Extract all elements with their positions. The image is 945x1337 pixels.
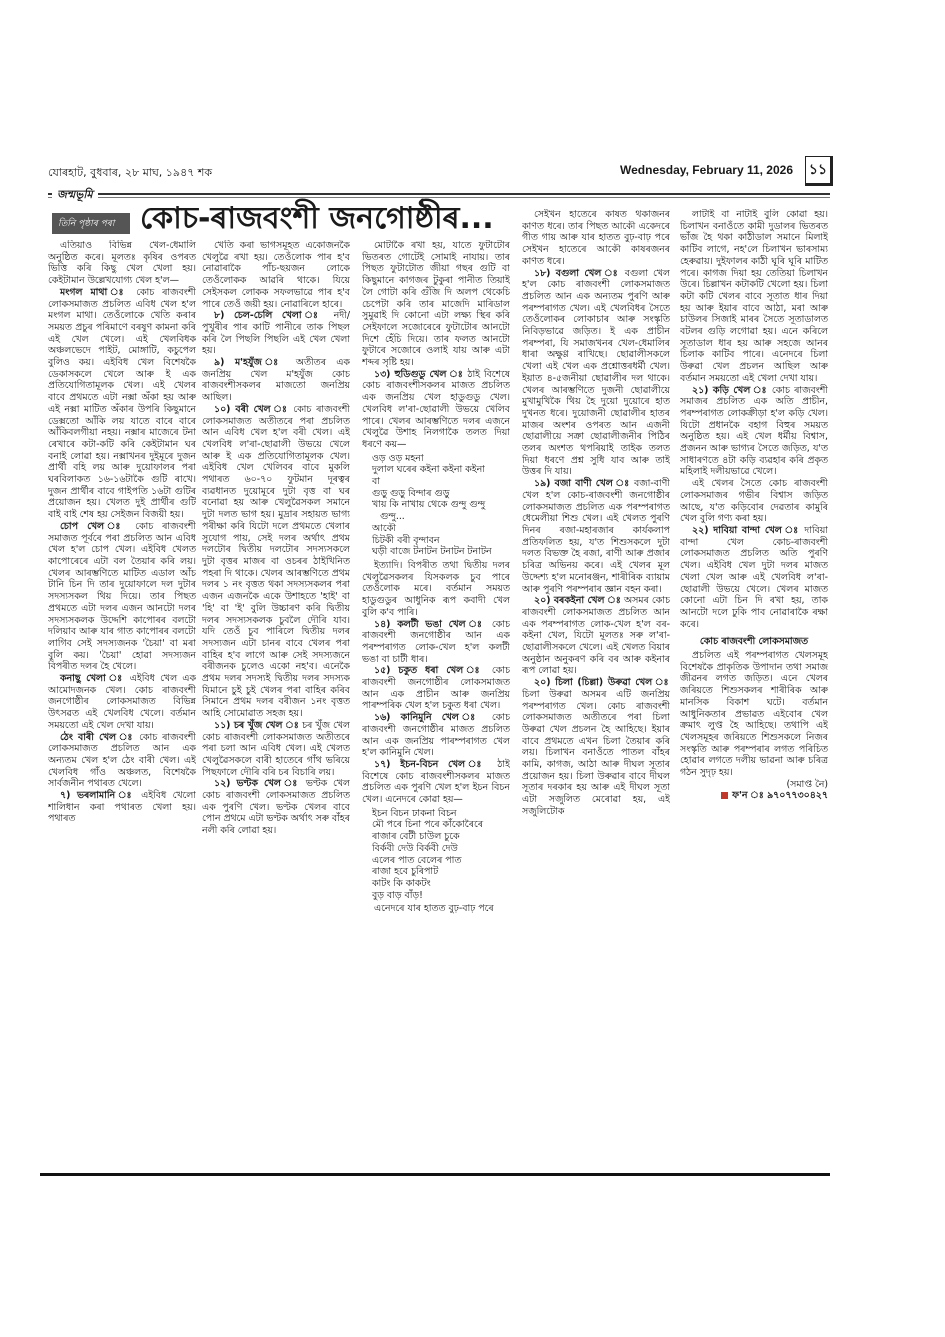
article-paragraph — [202, 240, 350, 310]
article-paragraph — [362, 369, 510, 451]
verse-line: ওড় ওড় মহনা — [372, 452, 424, 464]
article-paragraph — [48, 287, 196, 521]
article-paragraph — [522, 209, 670, 268]
article-paragraph — [522, 478, 670, 595]
verse-line: কাটং কি কাকটং — [372, 877, 431, 889]
masthead-rule — [48, 197, 830, 198]
article-paragraph — [680, 478, 828, 525]
paragraph-text: কোচ ৰাজবংশী জনগোষ্ঠীৰ লোকসমাজত আন এক প্ৰাচীন আৰু জনপ্ৰিয় পাৰম্পৰিক খেল হ'ল চকুত ধৰা খেল। — [362, 665, 510, 712]
verse-line: ৰাজাৰ বেটী চাউল চুকে — [372, 831, 460, 843]
article-headline: কোচ-ৰাজবংশী জনগোষ্ঠীৰ... — [140, 201, 494, 236]
article-paragraph — [522, 595, 670, 677]
article-paragraph — [680, 385, 828, 479]
paragraph-lead: ১৪) কলটী ভঙা খেল ঃ — [374, 618, 486, 630]
article-paragraph — [48, 790, 196, 825]
verse-block — [372, 808, 510, 902]
verse-line: মৌ পৰে চিনা পৰে কাঁকোৰৈৰে — [372, 819, 484, 831]
paragraph-lead: ৯) ম'হযুঁজ ঃ — [214, 357, 286, 369]
verse-line: ইচন বিচন ঢাকনা বিচন — [372, 807, 457, 819]
bottom-rule — [40, 1173, 830, 1176]
paragraph-lead: ১৯) বজা বাণী খেল ঃ — [534, 478, 631, 490]
paragraph-lead: ১৭) ইচন-বিচন খেল ঃ — [374, 758, 488, 770]
paragraph-text: ইত্যাদি। বিপৰীত তথা দ্বিতীয় দলৰ খেলুৱৈসকলৰ যিসকলক চুব পাৰে তেওঁলোক মৰে। বৰ্তমান সময়ত হাডুগুডুৰ আধুনিক ৰূপ কবাদী খেল বুলি ক'ব পাৰি। — [362, 559, 510, 618]
verse-line: বিৰ্কবী দেউ বিৰ্কবী দেউ — [372, 842, 458, 854]
article-paragraph — [202, 720, 350, 779]
paragraph-text: সেইখন হাতেৰে কাষত থকাজনৰ কাণত ধৰে। তাৰ পিছত আকৌ একেদৰে গীত গায় আৰু যাৰ হাতত বুঢ়-বাঢ় পৰে সেইখন হাতেৰে আকৌ কাষৰজনৰ কাণত ধৰে। — [522, 209, 670, 267]
article-column-1 — [48, 240, 196, 1171]
verse-line: আকৌ — [372, 522, 396, 534]
paragraph-text: নদী/ পুখুৰীৰ পাৰ কাটি পানীৰে তাক পিছল কৰি লৈ পিছলি পিছলি এই খেল খেলা হয়। — [202, 310, 350, 357]
verse-line: বা — [372, 476, 380, 488]
paragraph-lead: কনাছু খেলা ঃ — [60, 673, 125, 685]
paragraph-text: খেতি কৰা ভাগসমূহত একোজনকৈ খেলুৱৈ ৰখা হয়। তেওঁলোক পাৰ হ'ব নোৱাৰাকৈ পাঁচ-ছয়জন লোকে তেওঁলোকক আৱৰি থাকে। যিয়ে সেইসকল লোকক সফলভাৱে পাৰ হ'ব পাৰে তেওঁ জয়ী হয়। নোৱাৰিলে হাৰে। — [202, 240, 350, 310]
paragraph-text: লাটাই বা নাটাই বুলি কোৱা হয়। চিলাখন বনাওঁতে কামী দুডালৰ ভিতৰত ভাঁজ হৈ থকা কাঠীডাল সমানে মিলাই কাটিব লাগে, নহ'লে চিলাখন ভাৰসাম্য হেৰুৱায়। দুইফালৰ কাঠী ঘূৰি ঘূৰি মাটিত পৰে। কাগজ দিয়া হয় তেতিয়া চিলাখন উৰে। চিল্লাখন কটাকটি খেলো হয়। চিলা কটা কটি খেলৰ বাবে সূতাত ধাৰ দিয়া হয় আৰু ইয়াৰ বাবে আঠা, মৰা আৰু চাউলৰ সিজাই মাৰৰ সৈতে সূতাডালত বটলৰ গুড়ি লগোৱা হয়। এনে কৰিলে সূতাডাল ধাৰ হয় আৰু সহজে আনৰ চিলাক কাটিব পাৰে। এনেদৰে চিলা উৰুৱা খেল প্ৰচলন আছিল আৰু বৰ্তমান সময়তো এই খেলা দেখা যায়। — [680, 209, 828, 384]
verse-line: গুড়ু গুড়ু বিন্দাৰ গুড়ু — [372, 487, 450, 499]
paragraph-text: এনেদৰে যাৰ হাতত বুঢ়-বাঢ় পৰে — [374, 903, 494, 915]
section-masthead — [48, 188, 830, 202]
article-paragraph — [202, 778, 350, 837]
paragraph-text: কোচ ৰাজবংশী জনগোষ্ঠীৰ মাজত প্ৰচলিত আন এক জনপ্ৰিয় পাৰম্পৰাগত খেল হ'ল কানিমুনি খেল। — [362, 712, 510, 759]
paragraph-text: অতীতৰ এক জনপ্ৰিয় খেল ম'হযুঁজ কোচ ৰাজবংশীসকলৰ মাজতো জনপ্ৰিয় আছিল। — [202, 357, 350, 404]
subheading: কোচ ৰাজবংশী লোকসমাজত — [699, 636, 809, 648]
article-paragraph — [362, 619, 510, 666]
paragraph-text: ঠাই বিশেষে কোচ ৰাজবংশীসকলৰ মাজত প্ৰচলিত এক জনপ্ৰিয় খেল হাডুগুডু খেল। খেলবিধ ল'ৰা-ছোৱালী উভয়ে খেলিব পাৰে। খেলৰ আৰম্ভণিতে দলৰ এজনে খেলুৱৈ উশাহ নিলগাকৈ তলত দিয়া ধৰণে কয়— — [362, 368, 510, 450]
verse-line: এলেৰ পাত বেলেৰ পাত — [372, 854, 462, 866]
verse-line: চিটকী বৰী বৃন্দাবন — [372, 534, 440, 546]
masthead-rule — [48, 193, 830, 195]
article-paragraph — [362, 903, 510, 915]
paragraph-text: কোচ ৰাজবংশী জনগোষ্ঠীৰ আন এক পৰম্পৰাগত লোক-খেল হ'ল কলটী ভঙা বা চাটী ধাৰ। — [362, 618, 510, 665]
paragraph-lead: মংগল মাথা ঃ — [60, 286, 129, 298]
paragraph-lead: ১২) ভণ্টক খেল ঃ — [214, 778, 301, 790]
paragraph-text: এইবিধ খেলো শালিধান কৰা পথাৰত খেলা হয়। পথাৰত — [48, 790, 196, 825]
paragraph-text: কোচ ৰাজবংশী সমাজৰ প্ৰচলিত এক অতি প্ৰাচীন, পৰম্পৰাগত লোকক্ৰীড়া হ'ল কড়ি খেল। যিটো প্ৰধানকৈ বহাগ বিহুৰ সময়ত অনুষ্ঠিত হয়। এই খেল ধৰ্মীয় বিশ্বাস, প্ৰজনন আৰু ভাগ্যৰ সৈতে জড়িত, য'ত সাধাৰণতে ৪টা কড়ি ব্যৱহাৰ কৰি প্ৰকৃত মহিলাই দলীয়ভাৱে খেলে। — [680, 384, 828, 478]
date-local: যোৰহাট, বুধবাৰ, ২৮ মাঘ, ১৯৪৭ শক — [48, 166, 213, 179]
paragraph-lead: ২১) কড়ি খেল ঃ — [692, 384, 768, 396]
article-paragraph — [362, 665, 510, 712]
article-column-5 — [680, 209, 828, 1171]
paragraph-text: এতিয়াও বিভিন্ন খেল-ধেমালি অনুষ্ঠিত কৰে। মূলতঃ কৃষিৰ ওপৰত ভিত্তি কৰি কিছু খেল খেলা হয়। কেইটামান উল্লেখযোগ্য খেল হ'ল— — [48, 240, 196, 287]
article-column-4 — [522, 209, 670, 1171]
phone-text: ফ'ন ঃ ৯৭০৭৭৩০৪২৭ — [732, 790, 828, 802]
paragraph-text: চৰ খুঁজ খেল কোচ ৰাজবংশী লোকসমাজত অতীতৰে পৰা চলা আন এবিধ খেল। এই খেলত খেলুৱৈসকলে বাৰী হাতেৰে গাঁথ ভৰিয়ে পিছফালে দৌৰি বৰি চৰ বিচাৰি লয়। — [202, 719, 350, 778]
verse-line: খায় কি নাখায় থেকে গুন্দু গুন্দু গুন্দু... — [372, 499, 486, 523]
article-paragraph — [202, 310, 350, 357]
paragraph-lead: ২০) বৰকইনা খেল ঃ — [534, 595, 621, 607]
paragraph-text: প্ৰচলিত এই পৰম্পৰাগত খেলসমূহ বিশেষকৈ প্ৰাকৃতিক উপাদান তথা সমাজ জীৱনৰ লগত জড়িত। এনে খেলৰ জৰিয়তে শিশুসকলৰ শাৰীৰিক আৰু মানসিক বিকাশ ঘটে। বৰ্তমান আধুনিকতাৰ প্ৰভাৱত এইবোৰ খেল ক্ৰমাৎ লুপ্ত হৈ আহিছে। তথাপি এই খেলসমূহৰ জৰিয়তে শিশুসকলে নিজৰ সংস্কৃতি আৰু পৰম্পৰাৰ লগত পৰিচিত হোৱাৰ লগতে দলীয় ভাৱনা আৰু চৰিত্ৰ গঠন সুদৃঢ় হয়। — [680, 650, 828, 779]
square-bullet-icon — [721, 792, 728, 799]
paragraph-lead: ৭) ভৰলামানি ঃ — [60, 790, 135, 802]
paragraph-text: কোচ ৰাজবংশী লোকসমাজত প্ৰচলিত আন এক অন্যতম খেল হ'ল ঠেং বাৰী খেল। এই খেলবিধ গাঁও অঞ্চলত, বিশেষকৈ সাৰ্বজনীন পথাৰত খেলে। — [48, 731, 196, 790]
page-number: ১১ — [805, 156, 833, 186]
paragraph-lead: ৮) চেল-চেলি খেলা ঃ — [214, 310, 325, 322]
paragraph-lead: ১১) চৰ খুঁজ খেল ঃ — [214, 719, 299, 731]
article-paragraph — [48, 732, 196, 791]
paragraph-lead: ১৫) চকুত ধৰা খেল ঃ — [374, 665, 485, 677]
article-paragraph — [362, 759, 510, 806]
verse-line: বুড় বাড় বাঁড়! — [372, 889, 423, 901]
paragraph-text: বগুলা খেল হ'ল কোচ ৰাজবংশী লোকসমাজত প্ৰচলিত আন এক অন্যতম পুৰণি আৰু পৰম্পৰাগত খেল। এই খেলবিধৰ সৈতে তেওঁলোকৰ লোকাচাৰ আৰু সংস্কৃতি নিবিড়ভাৱে জড়িত। ই এক প্ৰাচীন পৰম্পৰা, যি সমাজখনৰ খেল-ধেমালিৰ ধাৰা অক্ষুণ্ণ ৰাখিছে। ছোৱালীসকলে খেলা এই খেল এক প্ৰশ্নোত্তৰধৰ্মী খেল। ইয়াত ৪-৫জনীয়া ছোৱালীৰ দল থাকে। খেলৰ আৰম্ভণিতে দুজনী ছোৱালীয়ে মুখামুখিকৈ থিয় হৈ দুয়ো দুয়োৰে হাত দুখনত ধৰে। দুয়োজনী ছোৱালীৰ হাতৰ মাজৰ অংশৰ ওপৰত আন এজনী ছোৱালীয়ে সক্ৰা ছোৱালীজনীৰ পিঠিৰ তলৰ অংশত থপৰিয়াই তাইক তলত দিয়া ধৰণে প্ৰশ্ন সুধি যাব আৰু তাই উত্তৰ দি যায়। — [522, 267, 670, 478]
article-paragraph — [362, 712, 510, 759]
verse-block — [372, 453, 510, 558]
verse-line: ঘড়ী বাজে টনাটন টনাটন টনাটন — [372, 546, 492, 558]
article-paragraph — [680, 209, 828, 385]
article-paragraph — [522, 268, 670, 479]
author-phone — [680, 790, 828, 802]
paragraph-lead: ১০) বৰী খেল ঃ — [214, 403, 289, 415]
article-paragraph — [48, 240, 196, 287]
author-signoff: (সমাপ্ত নৈ) — [786, 778, 828, 790]
verse-line: দুলাল ঘৰেৰ কইনা কইনা কইনা — [372, 464, 485, 476]
article-column-3 — [362, 240, 510, 1171]
paragraph-text: বজা-বাণী খেল হ'ল কোচ-ৰাজবংশী জনগোষ্ঠীৰ লোকসমাজত প্ৰচলিত এক পৰম্পৰাগত ধেমেলীয়া শিশু খেল। এই খেলত পুৰণি দিনৰ ৰজা-মহাৰজাৰ কাৰ্যকলাপ প্ৰতিফলিত হয়, য'ত শিশুসকলে দুটা দলত বিভক্ত হৈ ৰজা, ৰাণী আৰু প্ৰজাৰ চৰিত্ৰ অভিনয় কৰে। এই খেলৰ মূল উদ্দেশ্য হ'ল মনোৰঞ্জন, শাৰীৰিক ব্যায়াম আৰু পুৰণি পৰম্পৰাৰ জ্ঞান বহন কৰা। — [522, 478, 670, 595]
article-paragraph — [522, 677, 670, 817]
paragraph-text: দাবিয়া বান্দা খেল কোচ-ৰাজবংশী লোকসমাজত প্ৰচলিত অতি পুৰণি খেল। এইবিধ খেল দুটা দলৰ মাজত খেলা খেল আৰু এই খেলবিধ ল'ৰা-ছোৱালী উভয়ে খেলে। খেলৰ মাজত কোনো এটা চিন দি ৰখা হয়, তাক আনটো দলে ঢুকি পাব নোৱাৰাকৈ ৰক্ষা কৰে। — [680, 524, 828, 630]
article-paragraph — [48, 673, 196, 732]
paragraph-text: মোটাকৈ ৰখা হয়, যাতে ফুটাটোৰ ভিতৰত গোটেই সোমাই নাযায়। তাৰ পিছত ফুটাটোত জীয়া গছৰ গুটি বা কিছুমানে কাগজৰ টুকুৰা পানীত তিয়াই লৈ গোটা কৰি গুঁজি দি অলপ থেকেচি চেপেটা কৰি তাৰ মাজেদি মাৰিডাল সুমুৱাই দি কোনো এটা লক্ষ্য স্থিৰ কৰি সেইফালে সজোৰেৰে ফুটাটোৰ আনটো দিশে হেঁচি দিয়ে। তাৰ ফলত আনটো ফুটাৰে সজোৰে ওলাই যায় আৰু এটা শব্দৰ সৃষ্টি হয়। — [362, 240, 510, 369]
paragraph-text: কোচ ৰাজবংশী লোকসমাজত প্ৰচলিত এবিধ খেল হ'ল মংগল মাথা। তেওঁলোকে খেতি কৰাৰ সময়ত প্ৰচুৰ পৰিমাণে বৰষুণ কামনা কৰি এই খেল খেলে। এই খেলবিধক অঞ্চলভেদে পাইট, মোঙ্গাটি, কচুপেল বুলিও কয়। এইবিধ খেল বিশেষকৈ ডেকাসকলে খেলে আৰু ই এক প্ৰতিযোগিতামূলক খেল। এই খেলৰ বাবে প্ৰথমতে এটা নক্সা অঁকা হয় আৰু এই নক্সা মাটিত অঁকাৰ উপৰি কিছুমানে ডেক্সতো আঁকি লয় যাতে বাৰে বাৰে আঁকিবলগীয়া নহয়। নক্সাৰ মাজেৰে টনা ৰেখাৰে কটা-কটি কৰি কেইটামান ঘৰ বনাই লোৱা হয়। নক্সাখনৰ দুইমূৰে দুজন প্ৰাৰ্থী বহি লয় আৰু দুয়োফালৰ পৰা ঘৰবিলাকত ১৬-১৬টাকৈ গুটি ৰাখে। দুজন প্ৰাৰ্থীৰ বাবে গাইপতি ১৬টা গুটিৰ প্ৰয়োজন হয়। খেলত দুই প্ৰাৰ্থীৰ গুটি বাই বাই শেষ হয় সেইজন বিজয়ী হয়। — [48, 286, 196, 521]
section-logo: জন্মভূমি — [52, 186, 98, 205]
paragraph-text: কোচ ৰাজবংশী লোকসমাজত অতীতৰে পৰা প্ৰচলিত আন এবিধ খেল হ'ল বৰী খেল। এই খেলবিধ ল'ৰা-ছোৱালী উভয়ে খেলে আৰু ই এক প্ৰতিযোগিতামূলক খেল। এইবিধ খেল খেলিবৰ বাবে মুকলি পথাৰত ৬০-৭০ ফুটমান দূৰত্বৰ ব্যৱধানত দুয়োমূৰে দুটা বৃত্ত বা ঘৰ বনোৱা হয় আৰু খেলুৱৈসকল সমানে দুটা দলত ভাগ হয়। মুদ্ৰাৰ সহায়ত ভাগ্য পৰীক্ষা কৰি যিটো দলে প্ৰথমতে খেলাৰ সুযোগ পায়, সেই দলৰ অৰ্থাৎ প্ৰথম দলটোৰ দ্বিতীয় দলটোৰ সদস্যসকলে দুটা বৃত্তৰ মাজৰ বা ওচৰৰ ঠাইখিনিত পহৰা দি থাকে। খেলৰ আৰম্ভণিতে প্ৰথম দলৰ ১ নং বৃত্তত থকা সদস্যসকলৰ পৰা এজন এজনকৈ একে উশাহতে 'হাই' বা 'হি' বা 'ই' বুলি উচ্চাৰণ কৰি দ্বিতীয় দলৰ সদস্যসকলক চুবলৈ দৌৰি যাব। যদি তেওঁ চুব পাৰিলে দ্বিতীয় দলৰ সদস্যজন এটা চানৰ বাবে খেলৰ পৰা বাহিৰ হ'ব লাগে আৰু সেই সদস্যজনে বৰীজনক চুলেও একো নহ'ব। এনেকৈ প্ৰথম দলৰ সদস্যই দ্বিতীয় দলৰ সদস্যক যিমানে চুই চুই খেলৰ পৰা বাহিৰ কৰিব সিমানে প্ৰথম দলৰ বৰীজন ১নং বৃত্তত আহি সোমোৱাত সহজ হয়। — [202, 403, 350, 720]
headline-container — [140, 202, 510, 236]
paragraph-text: ভণ্টক খেল কোচ ৰাজবংশী লোকসমাজত প্ৰচলিত এক পুৰণি খেল। ভণ্টক খেলৰ বাবে পোন প্ৰথমে এটা ভণ্টক অৰ্থাৎ সৰু বাঁহৰ নলী কৰি লোৱা হয়। — [202, 778, 350, 837]
verse-line: ৰাজা হবে চুৰিপাট — [372, 866, 439, 878]
paragraph-lead: চোপ খেল ঃ — [60, 520, 127, 532]
paragraph-text: কোচ ৰাজবংশী সমাজত পূৰ্বৰে পৰা প্ৰচলিত আন এবিধ খেল হ'ল চোপ খেল। এইবিধ খেলত কাপোৰেৰে এটা বল তৈয়াৰ কৰি লয়। খেলৰ আৰম্ভণিতে মাটিত এডাল আঁচ টানি চিন দি তাৰ দুয়োফালে দল দুটাৰ সদস্যসকল থিয় দিয়ে। তাৰ পিছত প্ৰথমতে এটা দলৰ এজন আনটো দলৰ সদস্যসকলক উদ্দেশি কাপোৰৰ বলটো দলিয়াব আৰু যাৰ গাত কাপোৰৰ বলটো লাগিব সেই সদস্যজনক 'চৈয়া' বা মৰা বুলি কয়। 'চৈয়া' হোৱা সদস্যজন বিপৰীত দলৰ হৈ খেলে। — [48, 520, 196, 673]
date-english: Wednesday, February 11, 2026 — [620, 163, 793, 177]
paragraph-lead: ঠেং বাৰী খেল ঃ — [60, 731, 135, 743]
article-paragraph — [202, 357, 350, 404]
paragraph-lead: ১৬) কানিমুনি খেল ঃ — [374, 712, 482, 724]
paragraph-text: অসমৰ কোচ ৰাজবংশী লোকসমাজত প্ৰচলিত আন এক পৰম্পৰাগত লোক-খেল হ'ল বৰ-কইনা খেল, যিটো মূলতঃ সৰু ল'ৰা-ছোৱালীসকলে খেলে। এই খেলত বিয়াৰ অনুষ্ঠান অনুকৰণ কৰি বৰ আৰু কইনাৰ ৰূপ লোৱা হয়। — [522, 595, 670, 677]
paragraph-lead: ২০) চিলা (চিল্লা) উৰুৱা খেল ঃ — [534, 677, 670, 689]
paragraph-text: ঠাই বিশেষে কোচ ৰাজবংশীসকলৰ মাজত প্ৰচলিত এক পুৰণি খেল হ'ল ইচন বিচন খেল। এনেদৰে কোৱা হয়— — [362, 758, 510, 806]
article-column-2 — [202, 240, 350, 1171]
article-paragraph — [680, 650, 828, 779]
paragraph-text: এই খেলৰ সৈতে কোচ ৰাজবংশী লোকসমাজৰ গভীৰ বিশ্বাস জড়িত আছে, য'ত কড়িবোৰ দেৱতাৰ কামুৰি খেল বুলি গণ্য কৰা হয়। — [680, 478, 828, 525]
paragraph-lead: ১৩) হুডিগুডু খেল ঃ — [374, 368, 464, 380]
article-paragraph — [202, 404, 350, 720]
article-paragraph — [362, 560, 510, 619]
paragraph-text: এইবিধ খেল এক আমোদজনক খেল। কোচ ৰাজবংশী জনগোষ্ঠীৰ লোকসমাজত বিভিন্ন উৎসৱত এই খেলবিধ খেলে। বৰ্তমান সময়তো এই খেল দেখা যায়। — [48, 673, 196, 731]
continued-tag: তিনি পৃষ্ঠাৰ পৰা — [52, 213, 130, 234]
article-paragraph — [362, 240, 510, 369]
article-paragraph — [680, 525, 828, 630]
paragraph-lead: ২২) দাবিয়া বান্দা খেল ঃ — [692, 524, 800, 536]
paragraph-text: চিলা উৰুৱা অসমৰ এটি জনপ্ৰিয় পৰম্পৰাগত খেল। কোচ ৰাজবংশী লোকসমাজত অতীতৰে পৰা চিলা উৰুৱা খেল প্ৰচলন হৈ আহিছে। ইয়াৰ বাবে প্ৰথমতে এখন চিলা তৈয়াৰ কৰি লয়। চিলাখন বনাওঁতে পাতল বাঁহৰ কামি, কাগজ, আঠা আৰু দীঘল সূতাৰ প্ৰয়োজন হয়। চিলা উৰুৱাৰ বাবে দীঘল সূতাৰ দৰকাৰ হয় আৰু এই দীঘল সূতা এটা সজুলিত মেৰোৱা হয়, এই সজুলিটোক — [522, 688, 670, 817]
article-paragraph — [48, 521, 196, 673]
paragraph-lead: ১৮) বগুলা খেল ঃ — [534, 267, 620, 279]
